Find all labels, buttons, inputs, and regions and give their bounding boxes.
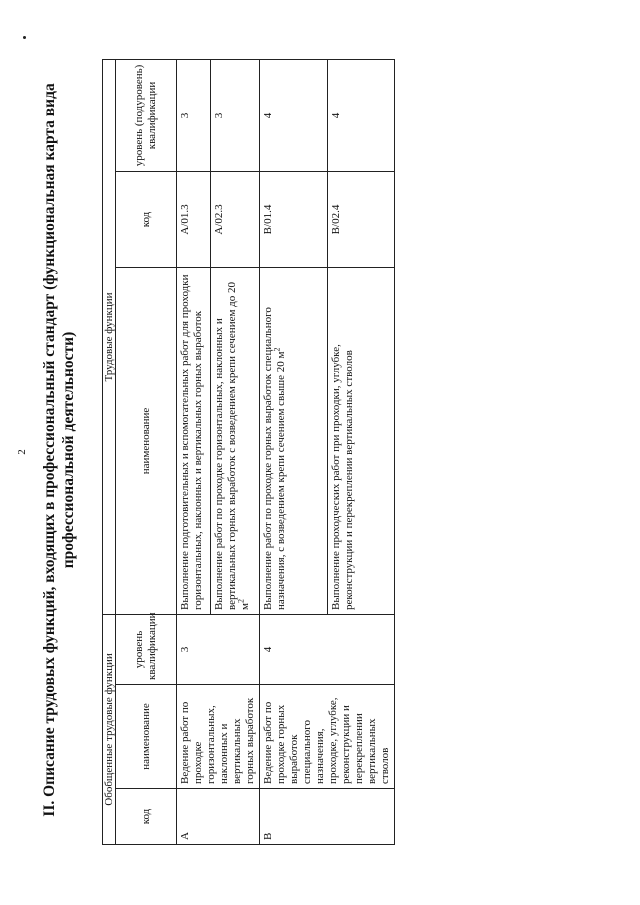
tf-name: Выполнение работ по проходке горных выработок специального назначения, с возведением крепи сечением свыше 20 м — [262, 307, 287, 610]
tf-name: Выполнение проходческих работ при проходки, углубке, реконструкции и перекреплении вертикальных стволов — [327, 267, 395, 614]
tf-name-cell — [211, 267, 260, 614]
col-header-level: уровень квалификации — [116, 614, 177, 684]
tf-level: 3 — [177, 59, 211, 171]
gtf-code: А — [177, 789, 260, 845]
table-column-header-row — [116, 59, 177, 844]
tf-code: А/01.3 — [177, 171, 211, 267]
tf-code: В/01.4 — [260, 171, 328, 267]
gtf-name: Ведение работ по проходке горных выработок специального назначения, проходке, углубке, реконструкции и перекреплении вертикальных стволов — [260, 685, 395, 789]
group-header-labor: Трудовые функции — [103, 59, 116, 614]
gtf-code: В — [260, 789, 395, 845]
tf-code: В/02.4 — [327, 171, 395, 267]
tf-name-superscript: 2 — [236, 599, 246, 604]
col-header-tf-name: наименование — [116, 267, 177, 614]
group-header-generalized: Обобщенные трудовые функции — [103, 614, 116, 844]
table-group-header-row — [103, 59, 116, 844]
gtf-level: 3 — [177, 614, 260, 684]
heading-line-1: II. Описание трудовых функций, входящих в профессиональный стандарт (функциональная карта вида — [41, 83, 58, 817]
tf-level: 4 — [327, 59, 395, 171]
table-row — [177, 59, 211, 844]
heading-line-2: профессиональной деятельности) — [60, 331, 77, 569]
gtf-level: 4 — [260, 614, 395, 684]
col-header-tf-level: уровень (подуровень) квалификации — [116, 59, 177, 171]
section-heading — [40, 55, 78, 845]
functional-map-table — [102, 59, 395, 845]
page-number: 2 — [16, 449, 28, 455]
table-row — [260, 59, 328, 844]
tf-name-cell — [260, 267, 328, 614]
col-header-code: код — [116, 789, 177, 845]
tf-name: Выполнение работ по проходке горизонтальных, наклонных и вертикальных горных выработок с возведением крепи сечением до 20 м — [213, 281, 252, 610]
gtf-name: Ведение работ по проходке горизонтальных, наклонных и вертикальных горных выработок — [177, 685, 260, 789]
tf-name-superscript: 2 — [272, 347, 282, 352]
tf-name: Выполнение подготовительных и вспомогательных работ для проходки горизонтальных, наклонных и вертикальных горных выработок — [177, 267, 211, 614]
tf-level: 4 — [260, 59, 328, 171]
tf-code: А/02.3 — [211, 171, 260, 267]
col-header-name: наименование — [116, 685, 177, 789]
col-header-tf-code: код — [116, 171, 177, 267]
tf-level: 3 — [211, 59, 260, 171]
